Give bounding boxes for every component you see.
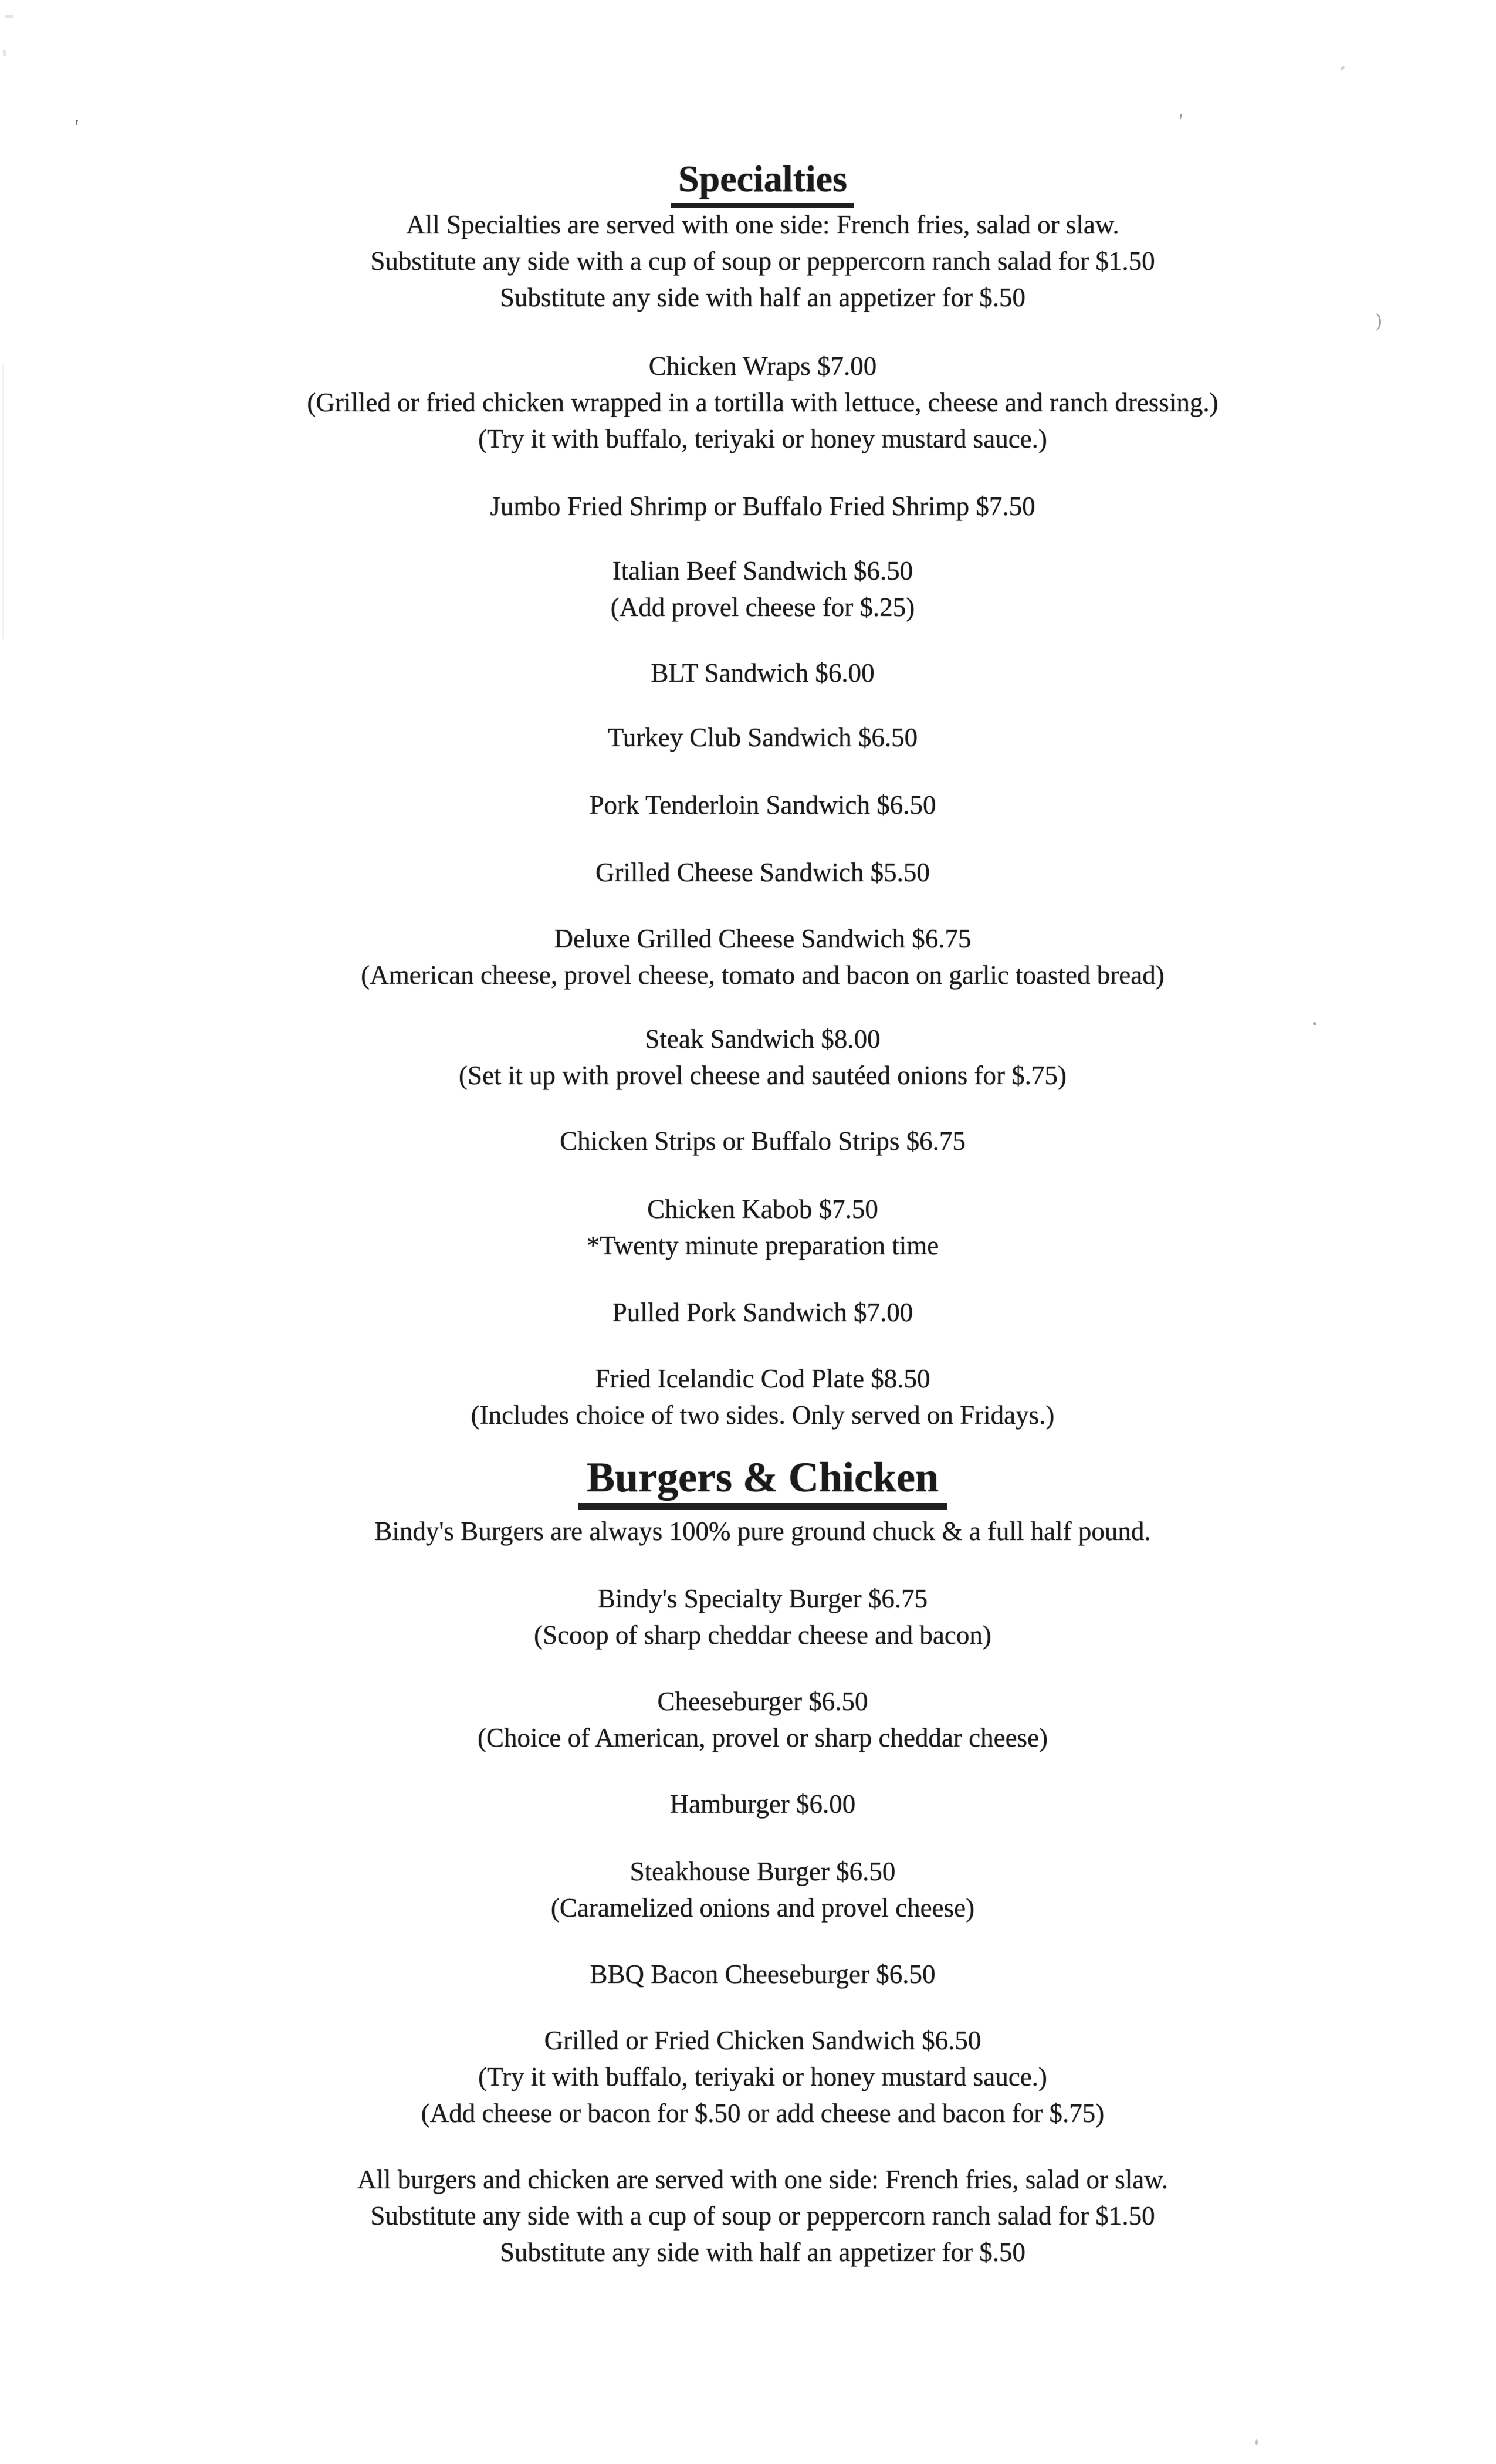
- menu-item-note: *Twenty minute preparation time: [586, 1231, 939, 1260]
- menu-item-note: (Try it with buffalo, teriyaki or honey mustard sauce.): [478, 424, 1047, 453]
- menu-item-line: Steakhouse Burger $6.50: [629, 1857, 896, 1886]
- menu-item-line: Turkey Club Sandwich $6.50: [607, 723, 918, 752]
- menu-item-line: Jumbo Fried Shrimp or Buffalo Fried Shrimp $7.50: [490, 492, 1035, 521]
- menu-item-note: (Grilled or fried chicken wrapped in a tortilla with lettuce, cheese and ranch dressing.): [307, 388, 1219, 417]
- section-heading-specialties: [15, 157, 1496, 208]
- menu-item-note: (Caramelized onions and provel cheese): [550, 1893, 975, 1923]
- menu-item-line: Deluxe Grilled Cheese Sandwich $6.75: [554, 924, 972, 953]
- menu-item-note: (Includes choice of two sides. Only served on Fridays.): [471, 1400, 1055, 1430]
- footer-line: Substitute any side with half an appetizer for $.50: [499, 2238, 1026, 2267]
- menu-item-note: (Choice of American, provel or sharp cheddar cheese): [477, 1723, 1048, 1752]
- menu-item-line: Chicken Strips or Buffalo Strips $6.75: [560, 1126, 966, 1156]
- menu-item-line: Grilled Cheese Sandwich $5.50: [595, 858, 930, 887]
- menu-item-line: Steak Sandwich $8.00: [645, 1024, 881, 1054]
- intro-line: Substitute any side with half an appetizer for $.50: [499, 283, 1026, 312]
- section-heading-burgers-chicken: [15, 1453, 1496, 1510]
- menu-item-note: (American cheese, provel cheese, tomato and bacon on garlic toasted bread): [361, 960, 1165, 990]
- menu-item-note: (Scoop of sharp cheddar cheese and bacon): [534, 1620, 991, 1650]
- intro-line: All Specialties are served with one side: French fries, salad or slaw.: [406, 210, 1119, 239]
- footer-line: All burgers and chicken are served with one side: French fries, salad or slaw.: [357, 2165, 1169, 2194]
- menu-item-line: BLT Sandwich $6.00: [651, 658, 875, 688]
- scan-speck: ': [72, 114, 80, 140]
- menu-item-line: Cheeseburger $6.50: [657, 1687, 868, 1716]
- menu-item-line: Chicken Kabob $7.50: [647, 1194, 878, 1224]
- menu-item-line: Hamburger $6.00: [669, 1789, 856, 1819]
- menu-item-note: (Set it up with provel cheese and sautéed onions for $.75): [459, 1061, 1067, 1090]
- intro-line: Bindy's Burgers are always 100% pure ground chuck & a full half pound.: [374, 1517, 1151, 1546]
- scan-speck: ): [1375, 310, 1382, 331]
- menu-item-line: Chicken Wraps $7.00: [648, 351, 877, 381]
- scan-dot: [1313, 1022, 1316, 1025]
- section-title-text: Specialties: [671, 157, 854, 208]
- menu-item-line: Grilled or Fried Chicken Sandwich $6.50: [544, 2026, 981, 2055]
- menu-item-note: (Add provel cheese for $.25): [610, 593, 915, 622]
- intro-line: Substitute any side with a cup of soup or peppercorn ranch salad for $1.50: [370, 246, 1155, 276]
- scan-smudge: [3, 50, 6, 56]
- menu-item-line: Pulled Pork Sandwich $7.00: [612, 1298, 913, 1327]
- menu-item-line: BBQ Bacon Cheeseburger $6.50: [590, 1959, 936, 1989]
- scan-smudge: [5, 15, 13, 18]
- section-title-text: Burgers & Chicken: [578, 1453, 947, 1510]
- scan-dot: [1255, 2439, 1258, 2445]
- scan-edge-streak: [2, 364, 4, 639]
- menu-item-line: Italian Beef Sandwich $6.50: [612, 556, 913, 585]
- menu-item-line: Pork Tenderloin Sandwich $6.50: [589, 790, 936, 820]
- scan-speck: ': [1176, 110, 1184, 133]
- footer-line: Substitute any side with a cup of soup or peppercorn ranch salad for $1.50: [370, 2201, 1155, 2231]
- menu-item-line: Fried Icelandic Cod Plate $8.50: [595, 1364, 930, 1393]
- menu-item-note: (Try it with buffalo, teriyaki or honey mustard sauce.): [478, 2062, 1047, 2091]
- menu-item-line: Bindy's Specialty Burger $6.75: [597, 1584, 928, 1613]
- scan-dot: [1340, 65, 1345, 71]
- menu-item-note: (Add cheese or bacon for $.50 or add cheese and bacon for $.75): [421, 2099, 1105, 2128]
